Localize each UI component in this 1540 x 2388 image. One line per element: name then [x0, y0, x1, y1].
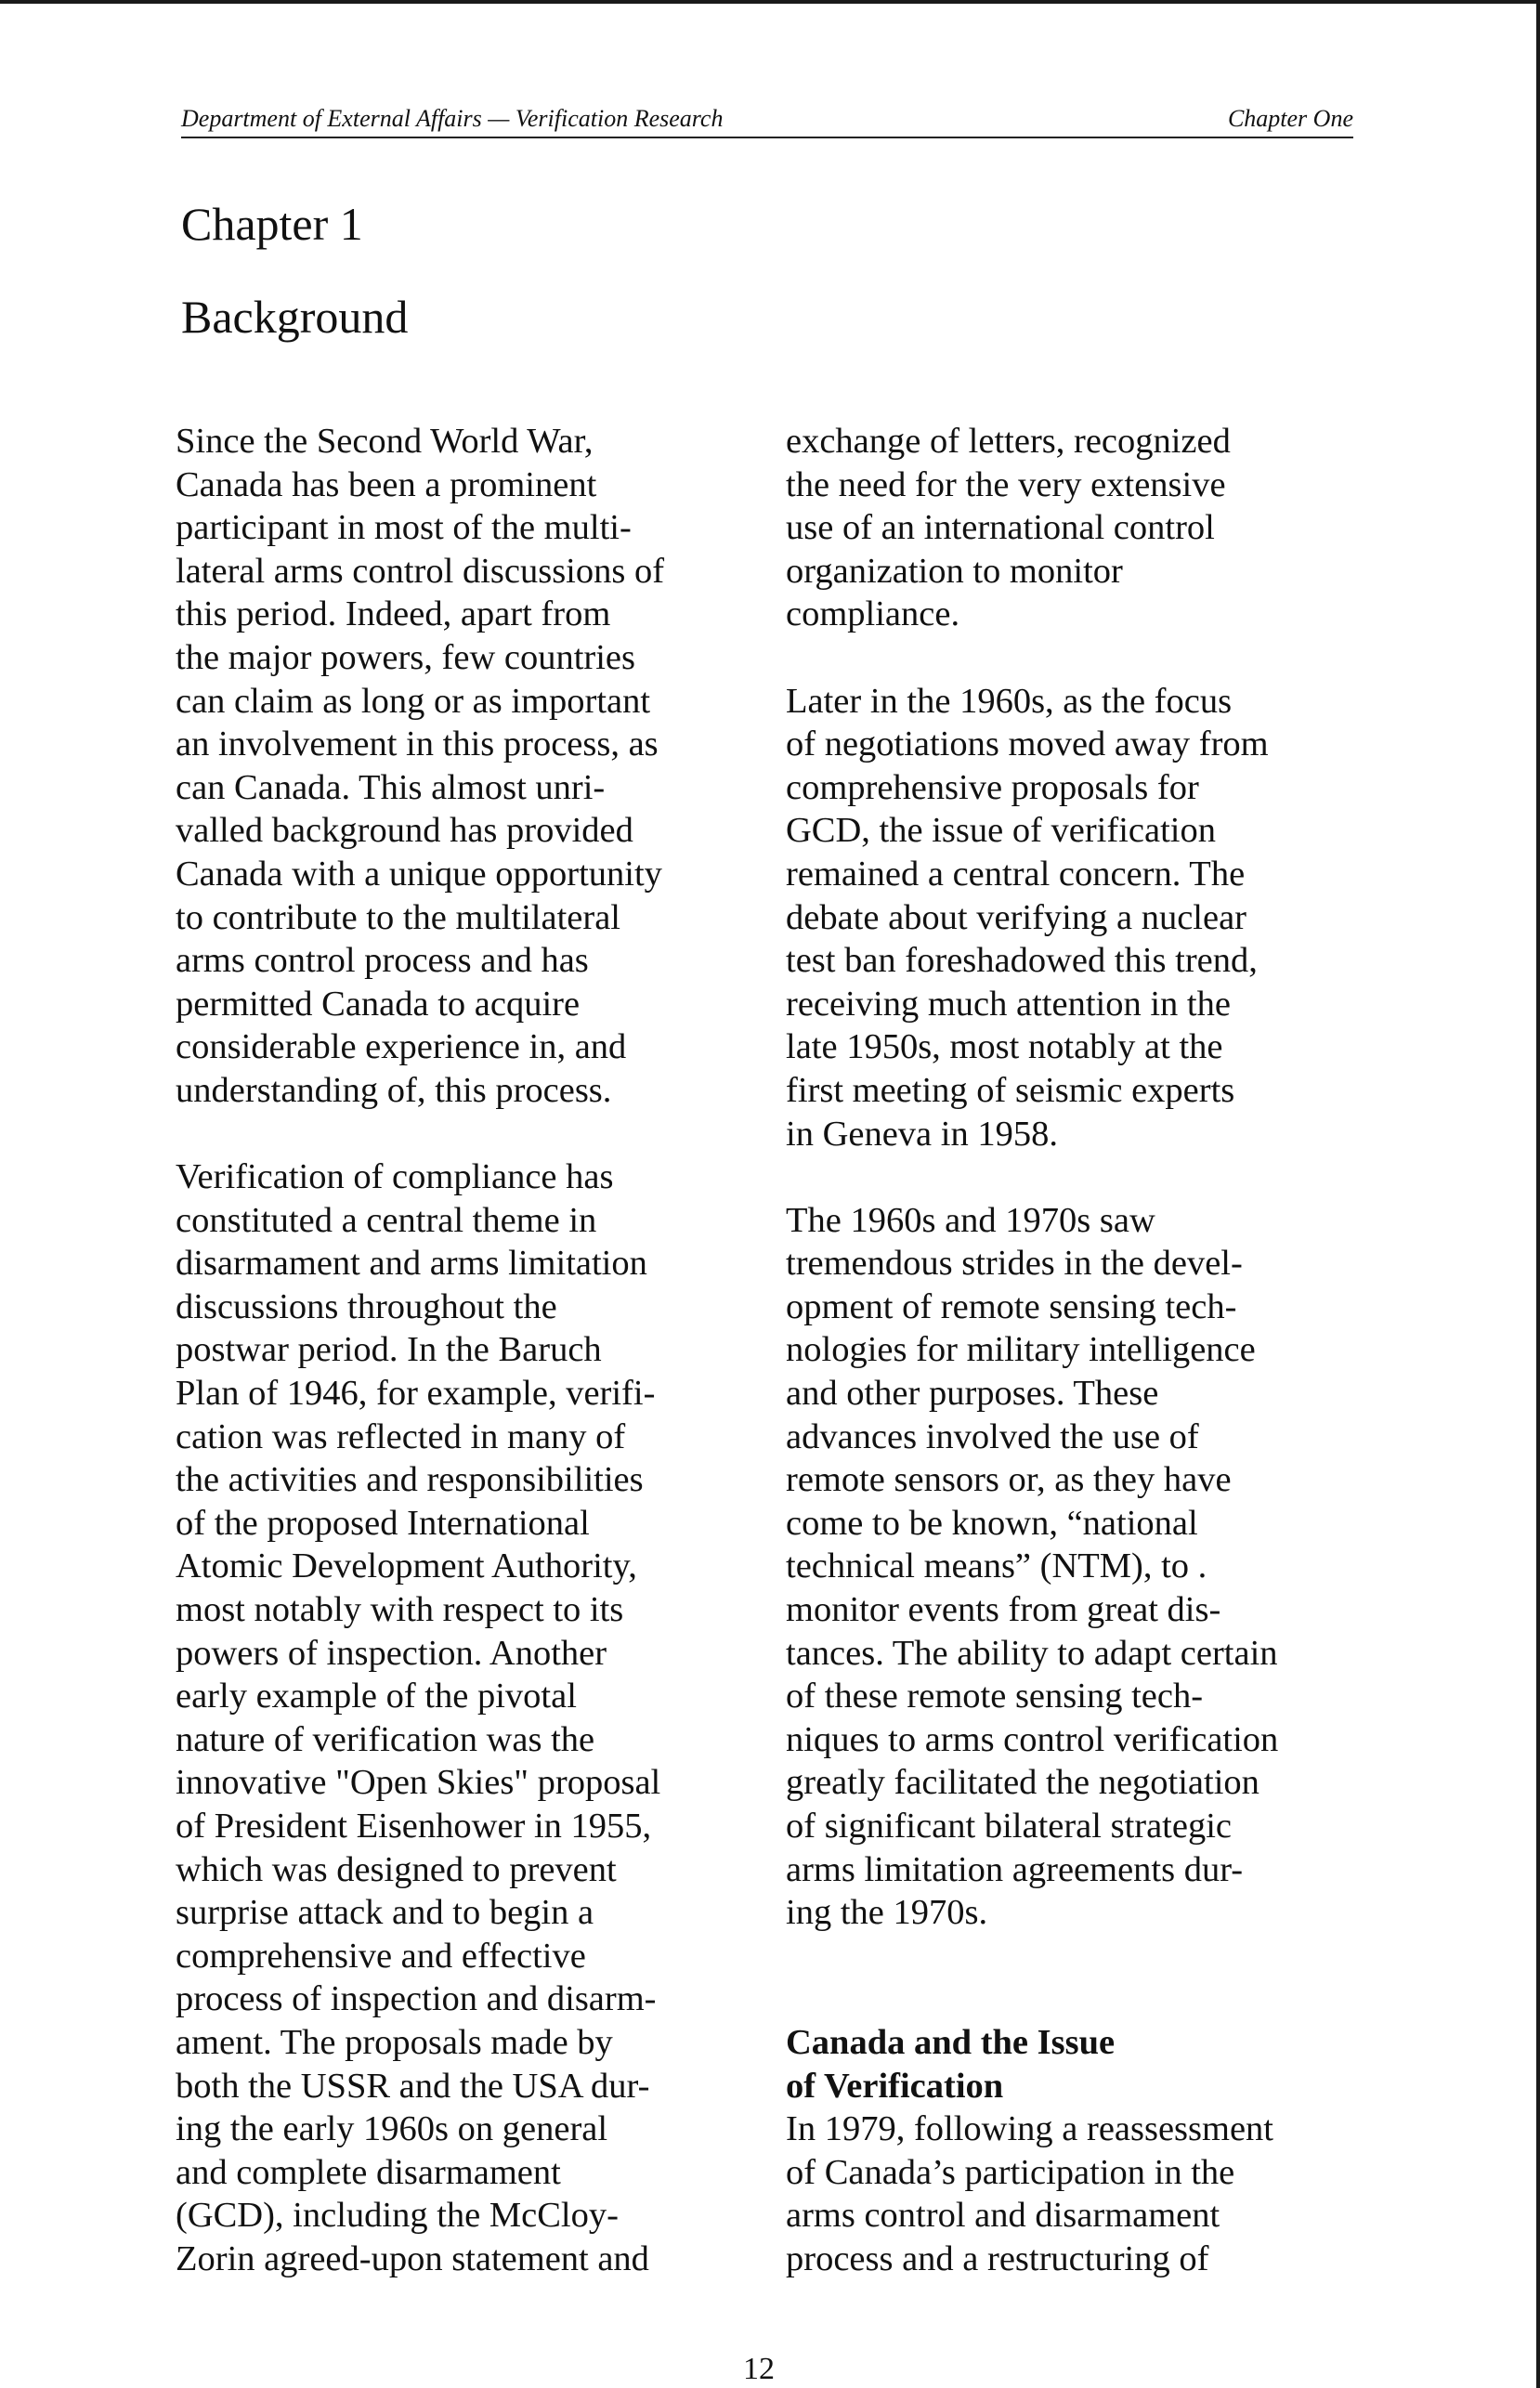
text-line: nature of verification was the	[176, 1719, 595, 1759]
text-line: Since the Second World War,	[176, 422, 594, 461]
text-line: process and a restructuring of	[786, 2238, 1209, 2278]
section	[786, 2021, 1362, 2281]
text-line: in Geneva in 1958.	[786, 1114, 1058, 1154]
text-line: considerable experience in, and	[176, 1027, 627, 1067]
text-line: comprehensive and effective	[176, 1936, 586, 1976]
section-heading: Canada and the Issue	[786, 2022, 1116, 2062]
paragraph	[786, 2107, 1362, 2280]
text-line: organization to monitor	[786, 551, 1123, 591]
text-line: constituted a central theme in	[176, 1200, 597, 1240]
text-line: early example of the pivotal	[176, 1677, 577, 1716]
paragraph-gap	[786, 1977, 1362, 2021]
text-line: cation was reflected in many of	[176, 1416, 626, 1456]
text-line: Verification of compliance has	[176, 1157, 614, 1197]
text-line: Atomic Development Authority,	[176, 1546, 637, 1586]
text-line: which was designed to prevent	[176, 1849, 617, 1889]
paragraph	[176, 1155, 751, 2280]
paragraph	[176, 420, 751, 1113]
text-line: the need for the very extensive	[786, 464, 1226, 504]
chapter-title: Background	[181, 291, 409, 343]
text-line: remained a central concern. The	[786, 854, 1246, 894]
text-line: In 1979, following a reassessment	[786, 2109, 1273, 2149]
text-line: come to be known, “national	[786, 1503, 1198, 1543]
text-line: ing the 1970s.	[786, 1893, 988, 1933]
paragraph-gap	[786, 1935, 1362, 1978]
section-heading: of Verification	[786, 2066, 1004, 2106]
right-border	[1536, 0, 1540, 2388]
text-line: discussions throughout the	[176, 1286, 557, 1326]
text-line: monitor events from great dis-	[786, 1590, 1221, 1630]
text-line: of negotiations moved away from	[786, 724, 1269, 764]
running-header-right: Chapter One	[1227, 105, 1353, 132]
text-line: comprehensive proposals for	[786, 767, 1199, 807]
text-line: receiving much attention in the	[786, 984, 1231, 1024]
text-line: Canada has been a prominent	[176, 464, 597, 504]
text-line: most notably with respect to its	[176, 1590, 624, 1630]
text-line: of Canada’s participation in the	[786, 2152, 1235, 2192]
text-line: permitted Canada to acquire	[176, 984, 581, 1024]
text-line: late 1950s, most notably at the	[786, 1027, 1223, 1067]
chapter-number: Chapter 1	[181, 198, 363, 250]
text-line: lateral arms control discussions of	[176, 551, 665, 591]
text-line: exchange of letters, recognized	[786, 422, 1231, 461]
text-line: (GCD), including the McCloy-	[176, 2196, 619, 2236]
text-line: of significant bilateral strategic	[786, 1807, 1232, 1846]
text-line: tremendous strides in the devel-	[786, 1244, 1243, 1284]
text-line: greatly facilitated the negotiation	[786, 1763, 1259, 1803]
text-line: debate about verifying a nuclear	[786, 897, 1246, 937]
text-line: arms control process and has	[176, 941, 589, 981]
text-line: can Canada. This almost unri-	[176, 767, 606, 807]
paragraph-gap	[786, 1155, 1362, 1199]
text-line: arms control and disarmament	[786, 2196, 1220, 2236]
text-line: and complete disarmament	[176, 2152, 561, 2192]
text-line: Zorin agreed-upon statement and	[176, 2238, 649, 2278]
paragraph-gap	[786, 636, 1362, 680]
text-line: valled background has provided	[176, 811, 633, 851]
text-line: technical means” (NTM), to .	[786, 1546, 1207, 1586]
page-number: 12	[743, 2352, 775, 2386]
text-line: of these remote sensing tech-	[786, 1677, 1204, 1716]
text-line: this period. Indeed, apart from	[176, 594, 611, 634]
text-line: Canada with a unique opportunity	[176, 854, 662, 894]
text-line: test ban foreshadowed this trend,	[786, 941, 1258, 981]
left-column	[176, 420, 751, 2281]
paragraph	[786, 420, 1362, 636]
text-line: process of inspection and disarm-	[176, 1979, 657, 2019]
text-line: of the proposed International	[176, 1503, 590, 1543]
text-line: remote sensors or, as they have	[786, 1460, 1232, 1500]
running-header	[181, 99, 1353, 138]
text-line: tances. The ability to adapt certain	[786, 1633, 1278, 1673]
text-line: the major powers, few countries	[176, 637, 635, 677]
right-column	[786, 420, 1362, 2281]
text-line: niques to arms control verification	[786, 1719, 1279, 1759]
paragraph	[786, 680, 1362, 1156]
text-line: compliance.	[786, 594, 960, 634]
text-line: The 1960s and 1970s saw	[786, 1200, 1155, 1240]
text-line: disarmament and arms limitation	[176, 1244, 647, 1284]
text-line: understanding of, this process.	[176, 1070, 612, 1110]
text-line: postwar period. In the Baruch	[176, 1330, 602, 1370]
text-line: advances involved the use of	[786, 1416, 1199, 1456]
text-line: ing the early 1960s on general	[176, 2109, 608, 2149]
running-header-left: Department of External Affairs — Verification Research	[181, 105, 724, 132]
text-line: the activities and responsibilities	[176, 1460, 644, 1500]
text-line: arms limitation agreements dur-	[786, 1849, 1244, 1889]
text-line: of President Eisenhower in 1955,	[176, 1807, 652, 1846]
paragraph-gap	[176, 1113, 751, 1156]
text-line: nologies for military intelligence	[786, 1330, 1256, 1370]
text-line: ament. The proposals made by	[176, 2022, 613, 2062]
text-line: and other purposes. These	[786, 1374, 1159, 1414]
text-line: powers of inspection. Another	[176, 1633, 607, 1673]
text-line: an involvement in this process, as	[176, 724, 659, 764]
text-line: use of an international control	[786, 508, 1215, 548]
text-line: Plan of 1946, for example, verifi-	[176, 1374, 656, 1414]
text-line: surprise attack and to begin a	[176, 1893, 594, 1933]
text-line: first meeting of seismic experts	[786, 1070, 1235, 1110]
text-line: innovative "Open Skies" proposal	[176, 1763, 661, 1803]
text-line: to contribute to the multilateral	[176, 897, 620, 937]
text-line: Later in the 1960s, as the focus	[786, 681, 1233, 721]
top-border	[0, 0, 1540, 4]
text-line: opment of remote sensing tech-	[786, 1286, 1237, 1326]
text-line: GCD, the issue of verification	[786, 811, 1216, 851]
text-line: participant in most of the multi-	[176, 508, 632, 548]
text-line: both the USSR and the USA dur-	[176, 2066, 650, 2106]
paragraph	[786, 1199, 1362, 1935]
text-line: can claim as long or as important	[176, 681, 651, 721]
